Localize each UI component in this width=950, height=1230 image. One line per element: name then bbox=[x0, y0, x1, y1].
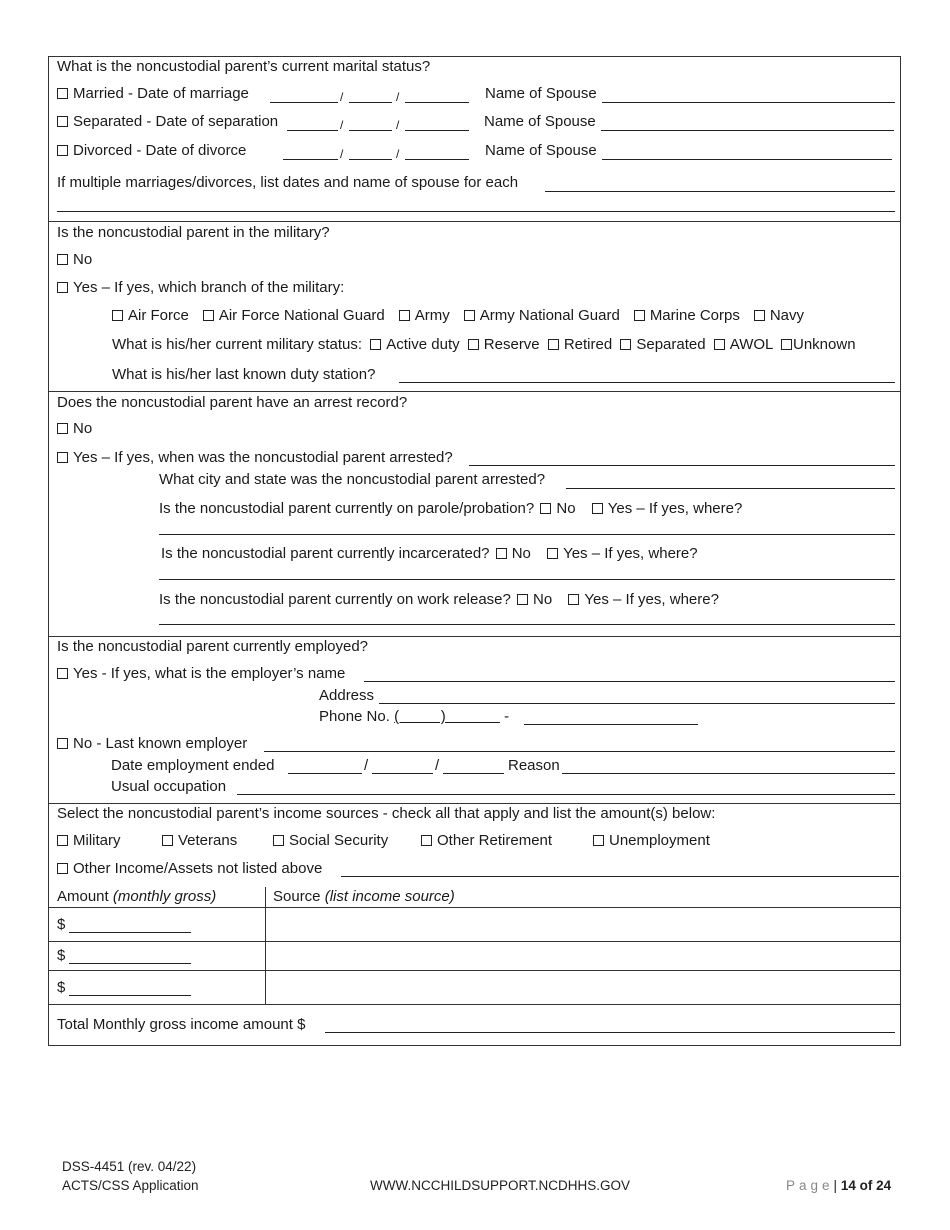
duty-station-field[interactable] bbox=[399, 382, 895, 383]
arrest-city-state-label: What city and state was the noncustodial parent arrested? bbox=[159, 471, 546, 488]
work-release-where-field[interactable] bbox=[159, 624, 895, 625]
married-checkbox[interactable] bbox=[57, 88, 68, 99]
employer-name-field[interactable] bbox=[364, 681, 895, 682]
divider bbox=[48, 941, 901, 942]
incarcerated-no[interactable]: No bbox=[496, 545, 531, 562]
status-retired[interactable]: Retired bbox=[548, 336, 612, 353]
income-unemployment-option[interactable]: Unemployment bbox=[593, 832, 710, 850]
military-status-row bbox=[112, 336, 856, 354]
status-active-duty[interactable]: Active duty bbox=[370, 336, 459, 353]
spouse-label: Name of Spouse bbox=[485, 142, 597, 159]
separation-month-field[interactable] bbox=[287, 130, 338, 131]
reason-label: Reason bbox=[508, 757, 560, 774]
form-id: DSS-4451 (rev. 04/22) bbox=[62, 1159, 197, 1174]
employed-no-checkbox[interactable] bbox=[57, 738, 68, 749]
divider bbox=[48, 221, 901, 222]
employer-phone-field[interactable] bbox=[524, 724, 698, 725]
date-ended-label: Date employment ended bbox=[111, 757, 275, 774]
parole-row bbox=[159, 500, 742, 518]
multiple-marriages-label: If multiple marriages/divorces, list dates and name of spouse for each bbox=[57, 174, 519, 191]
amount-field-1[interactable] bbox=[69, 932, 191, 933]
military-no-option[interactable]: No bbox=[57, 251, 92, 269]
arrest-city-state-field[interactable] bbox=[566, 488, 895, 489]
military-yes-checkbox[interactable] bbox=[57, 282, 68, 293]
divorced-checkbox[interactable] bbox=[57, 145, 68, 156]
page-word: Page bbox=[786, 1178, 834, 1193]
parole-where-field[interactable] bbox=[159, 534, 895, 535]
branch-army-national-guard[interactable]: Army National Guard bbox=[464, 307, 620, 325]
income-social-security-option[interactable]: Social Security bbox=[273, 832, 388, 850]
multiple-marriages-field[interactable] bbox=[545, 191, 895, 192]
divorce-month-field[interactable] bbox=[283, 159, 338, 160]
divider bbox=[48, 391, 901, 392]
branch-marine-corps[interactable]: Marine Corps bbox=[634, 307, 740, 325]
arrest-no-option[interactable]: No bbox=[57, 420, 92, 438]
income-other-retirement-option[interactable]: Other Retirement bbox=[421, 832, 552, 850]
incarcerated-row bbox=[161, 545, 698, 563]
married-spouse-field[interactable] bbox=[602, 102, 895, 103]
multiple-marriages-field-2[interactable] bbox=[57, 211, 895, 212]
reason-field[interactable] bbox=[562, 773, 895, 774]
incarcerated-where-field[interactable] bbox=[159, 579, 895, 580]
amount-row-3: $ bbox=[57, 979, 66, 996]
separation-year-field[interactable] bbox=[405, 130, 469, 131]
military-yes-option[interactable]: Yes – If yes, which branch of the military: bbox=[57, 279, 344, 297]
divorce-year-field[interactable] bbox=[405, 159, 469, 160]
divorce-day-field[interactable] bbox=[349, 159, 392, 160]
amount-header: Amount (monthly gross) bbox=[57, 888, 217, 905]
arrest-yes-checkbox[interactable] bbox=[57, 452, 68, 463]
divider bbox=[48, 636, 901, 637]
status-reserve[interactable]: Reserve bbox=[468, 336, 540, 353]
employer-address-field[interactable] bbox=[379, 703, 895, 704]
employer-address-label: Address bbox=[319, 687, 375, 704]
arrest-yes-option[interactable]: Yes – If yes, when was the noncustodial parent arrested? bbox=[57, 449, 453, 467]
military-no-checkbox[interactable] bbox=[57, 254, 68, 265]
employed-yes-checkbox[interactable] bbox=[57, 668, 68, 679]
table-column-divider bbox=[265, 887, 266, 1004]
parole-no[interactable]: No bbox=[540, 500, 575, 517]
occupation-field[interactable] bbox=[237, 794, 895, 795]
branch-army[interactable]: Army bbox=[399, 307, 450, 325]
work-release-no[interactable]: No bbox=[517, 591, 552, 608]
amount-field-2[interactable] bbox=[69, 963, 191, 964]
duty-station-label: What is his/her last known duty station? bbox=[112, 366, 376, 383]
total-income-field[interactable] bbox=[325, 1032, 895, 1033]
work-release-yes[interactable]: Yes – If yes, where? bbox=[568, 591, 719, 608]
spouse-label: Name of Spouse bbox=[484, 113, 596, 130]
parole-label: Is the noncustodial parent currently on parole/probation? bbox=[159, 500, 535, 517]
military-question: Is the noncustodial parent in the military? bbox=[57, 224, 330, 241]
separation-day-field[interactable] bbox=[349, 130, 392, 131]
page-indicator: Page| 14 of 24 bbox=[786, 1178, 892, 1193]
income-question: Select the noncustodial parent’s income sources - check all that apply and list the amount(s) below: bbox=[57, 805, 716, 822]
separated-spouse-field[interactable] bbox=[601, 130, 894, 131]
last-employer-field[interactable] bbox=[264, 751, 895, 752]
source-header: Source (list income source) bbox=[273, 888, 455, 905]
employed-no-option[interactable]: No - Last known employer bbox=[57, 735, 247, 753]
status-unknown[interactable]: Unknown bbox=[781, 336, 856, 353]
incarcerated-yes[interactable]: Yes – If yes, where? bbox=[547, 545, 698, 562]
employed-yes-option[interactable]: Yes - If yes, what is the employer’s name bbox=[57, 665, 345, 683]
date-ended-month-field[interactable] bbox=[288, 773, 362, 774]
divider bbox=[48, 907, 901, 908]
branch-air-force[interactable]: Air Force bbox=[112, 307, 189, 325]
divorced-spouse-field[interactable] bbox=[602, 159, 892, 160]
divider bbox=[48, 970, 901, 971]
date-ended-year-field[interactable] bbox=[443, 773, 504, 774]
amount-row-2: $ bbox=[57, 947, 66, 964]
website-link[interactable]: WWW.NCCHILDSUPPORT.NCDHHS.GOV bbox=[370, 1178, 631, 1193]
divider bbox=[48, 803, 901, 804]
total-income-label: Total Monthly gross income amount $ bbox=[57, 1016, 306, 1033]
arrest-no-checkbox[interactable] bbox=[57, 423, 68, 434]
work-release-label: Is the noncustodial parent currently on work release? bbox=[159, 591, 511, 608]
income-veterans-option[interactable]: Veterans bbox=[162, 832, 237, 850]
work-release-row bbox=[159, 591, 719, 609]
amount-row-1: $ bbox=[57, 916, 66, 933]
income-other-checkbox bbox=[57, 863, 68, 874]
separated-checkbox[interactable] bbox=[57, 116, 68, 127]
income-military-option[interactable]: Military bbox=[57, 832, 121, 850]
employer-phone-area-code[interactable]: ( ) bbox=[394, 708, 500, 725]
form-name: ACTS/CSS Application bbox=[62, 1178, 199, 1193]
status-separated[interactable]: Separated bbox=[620, 336, 705, 353]
amount-field-3[interactable] bbox=[69, 995, 191, 996]
divorced-option[interactable]: Divorced - Date of divorce bbox=[57, 142, 246, 160]
date-ended-day-field[interactable] bbox=[372, 773, 433, 774]
separated-option[interactable]: Separated - Date of separation bbox=[57, 113, 278, 131]
branch-air-force-national-guard[interactable]: Air Force National Guard bbox=[203, 307, 385, 325]
marriage-month-field[interactable] bbox=[270, 102, 338, 103]
employer-phone-label: Phone No. ( ) - bbox=[319, 708, 510, 725]
married-option[interactable]: Married - Date of marriage bbox=[57, 85, 249, 103]
status-awol[interactable]: AWOL bbox=[714, 336, 773, 353]
occupation-label: Usual occupation bbox=[111, 778, 227, 795]
military-status-label: What is his/her current military status: bbox=[112, 336, 363, 353]
incarcerated-label: Is the noncustodial parent currently incarcerated? bbox=[161, 545, 490, 562]
branch-navy[interactable]: Navy bbox=[754, 307, 804, 325]
parole-yes[interactable]: Yes – If yes, where? bbox=[592, 500, 743, 517]
branch-options bbox=[112, 307, 818, 325]
marital-question: What is the noncustodial parent’s current marital status? bbox=[57, 58, 431, 75]
income-other-option[interactable]: Other Income/Assets not listed above bbox=[57, 860, 322, 878]
marriage-year-field[interactable] bbox=[405, 102, 469, 103]
arrest-question: Does the noncustodial parent have an arrest record? bbox=[57, 394, 408, 411]
spouse-label: Name of Spouse bbox=[485, 85, 597, 102]
income-other-field[interactable] bbox=[341, 876, 899, 877]
arrest-date-field[interactable] bbox=[469, 465, 895, 466]
employment-question: Is the noncustodial parent currently employed? bbox=[57, 638, 369, 655]
marriage-day-field[interactable] bbox=[349, 102, 392, 103]
page-number: 14 of 24 bbox=[840, 1178, 892, 1193]
divider bbox=[48, 1004, 901, 1005]
